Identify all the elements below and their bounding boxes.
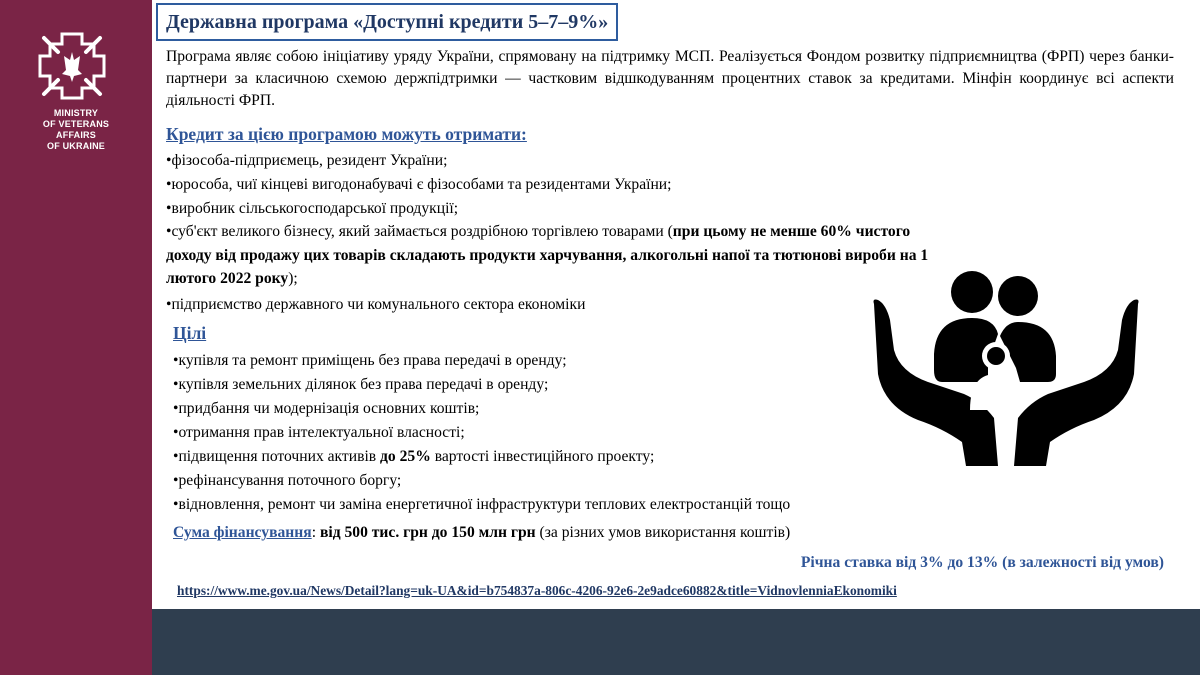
goal-item-text: •підвищення поточних активів (173, 448, 381, 465)
funding-colon: : (311, 524, 320, 541)
eligible-item: •фізособа-підприємець, резидент України; (166, 152, 448, 169)
eligible-item-continued (166, 245, 928, 267)
eligible-item: •підприємство державного чи комунального сектора економіки (166, 296, 586, 313)
ministry-line: OF VETERANS (42, 119, 110, 129)
goal-item-text: вартості інвестиційного проекту; (430, 448, 655, 465)
intro-paragraph: Програма являє собою ініціативу уряду України, спрямовану на підтримку МСП. Реалізується Фондом розвитку підприємництва (ФРП) через банки-партнери за класичною схемою держпідтримки — частковим відшкодуванням процентних ставок за кредитами. Мінфін координує всі аспекти діяльності ФРП. (166, 48, 1174, 109)
funding-line (173, 522, 790, 544)
sidebar (0, 0, 152, 675)
ministry-line: MINISTRY (53, 108, 99, 118)
goal-item: •купівля земельних ділянок без права передачі в оренду; (173, 376, 549, 393)
goal-item: •купівля та ремонт приміщень без права передачі в оренду; (173, 352, 567, 369)
family-in-hands-icon (870, 270, 1142, 468)
ministry-name (0, 108, 152, 152)
eligible-item-text: ); (288, 270, 298, 287)
footer-band (152, 609, 1200, 675)
eligible-item: •юрособа, чиї кінцеві вигодонабувачі є фізособами та резидентами України; (166, 176, 672, 193)
eligible-item-continued (166, 268, 298, 290)
ministry-line: OF UKRAINE (47, 141, 105, 151)
goal-item: •придбання чи модернізація основних коштів; (173, 400, 480, 417)
source-link[interactable]: https://www.me.gov.ua/News/Detail?lang=uk-UA&id=b754837a-806c-4206-92e6-2e9adce60882&title=VidnovlenniaEkonomiki (177, 583, 897, 598)
eligible-item-bold: доходу від продажу цих товарів складають продукти харчування, алкогольні напої та тютюнові вироби на 1 (166, 247, 929, 264)
goal-item-bold: до 25% (380, 448, 431, 465)
page-title: Державна програма «Доступні кредити 5–7–9%» (156, 3, 618, 41)
annual-rate: Річна ставка від 3% до 13% (в залежності від умов) (800, 554, 1164, 571)
eligible-item-bold: при цьому не менше 60% чистого (672, 223, 911, 240)
eligible-item-bold: лютого 2022 року (166, 270, 289, 287)
goal-item (173, 446, 654, 468)
goal-item: •отримання прав інтелектуальної власності; (173, 424, 465, 441)
funding-amount: від 500 тис. грн до 150 млн грн (319, 524, 536, 541)
goal-item: •відновлення, ремонт чи заміна енергетичної інфраструктури теплових електростанцій тощо (173, 496, 791, 513)
ministry-emblem-icon (36, 30, 108, 102)
eligible-heading: Кредит за цією програмою можуть отримати: (166, 124, 527, 144)
funding-label: Сума фінансування (173, 524, 312, 541)
funding-note: (за різних умов використання коштів) (535, 524, 791, 541)
ministry-line: AFFAIRS (56, 130, 96, 140)
goals-heading: Цілі (173, 323, 207, 343)
eligible-item-text: •суб'єкт великого бізнесу, який займається роздрібною торгівлею товарами ( (166, 223, 673, 240)
goal-item: •рефінансування поточного боргу; (173, 472, 402, 489)
eligible-item (166, 221, 910, 243)
eligible-item: •виробник сільськогосподарської продукції; (166, 200, 459, 217)
